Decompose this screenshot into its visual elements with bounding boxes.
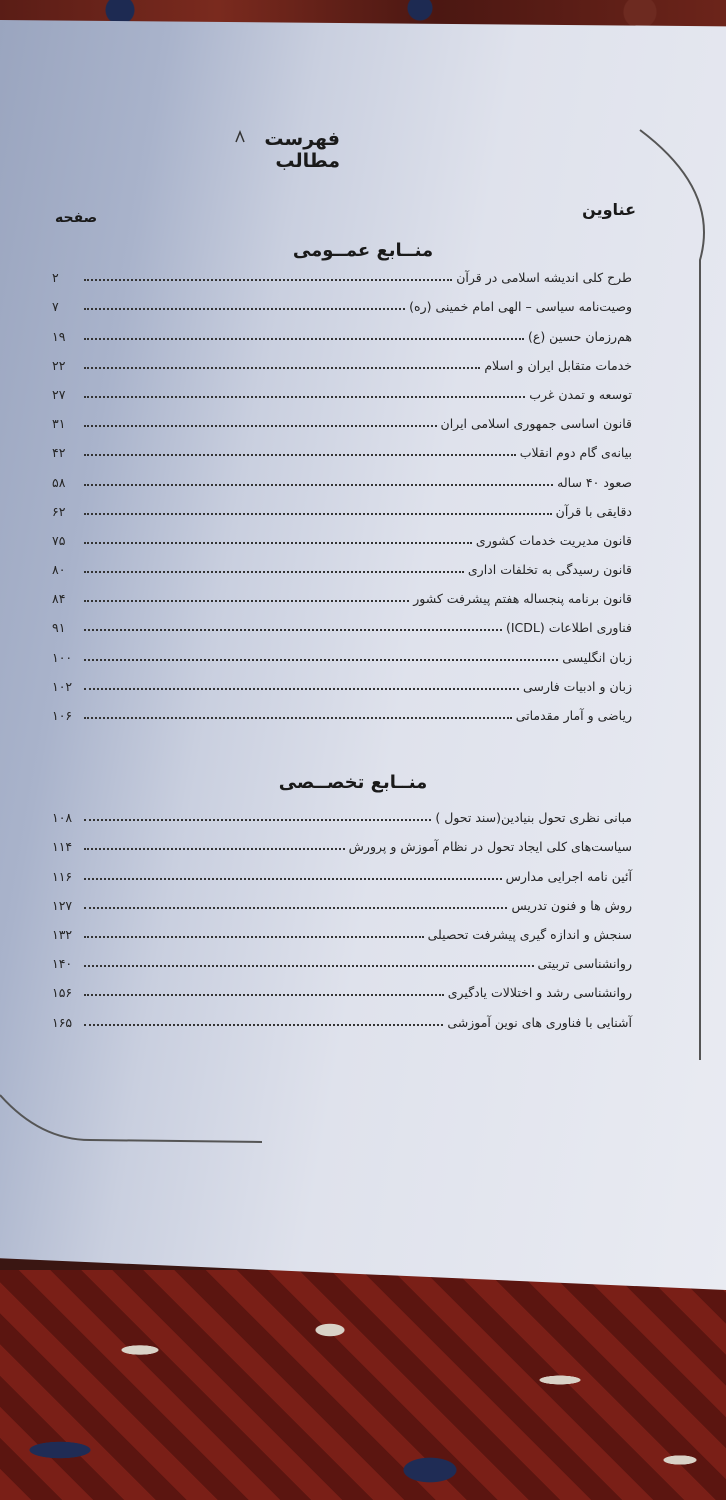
toc-entry-page-number: ۸۰ xyxy=(52,562,66,578)
leader-dots xyxy=(84,278,452,281)
leader-dots xyxy=(84,453,516,456)
toc-entry-page-number: ۳۱ xyxy=(52,416,66,432)
toc-entry xyxy=(52,854,632,883)
toc-entry-page-number: ۷۵ xyxy=(52,532,66,548)
toc-entry-page-number: ۱۹ xyxy=(52,328,66,344)
toc-entry-label: ریاضی و آمار مقدماتی xyxy=(515,708,632,723)
leader-dots xyxy=(84,395,525,398)
toc-entry-page-number: ۲۷ xyxy=(52,386,66,402)
toc-entry-label: طرح کلی اندیشه اسلامی در قرآن xyxy=(456,270,632,286)
toc-entry-label: سنجش و اندازه گیری پیشرفت تحصیلی xyxy=(427,926,632,942)
toc-entry-label: خدمات متقابل ایران و اسلام xyxy=(484,357,632,373)
toc-entry xyxy=(52,490,632,519)
toc-entry xyxy=(52,694,632,723)
toc-entry xyxy=(52,460,632,489)
topics-column-header: عناوین xyxy=(582,200,636,219)
leader-dots xyxy=(84,570,464,573)
leader-dots xyxy=(84,935,424,938)
toc-entry xyxy=(52,519,632,548)
toc-entry-page-number: ۴۲ xyxy=(52,445,66,461)
toc-entry-label: مبانی نظری تحول بنیادین(سند تحول ) xyxy=(435,810,632,826)
toc-entry-page-number: ۲ xyxy=(52,270,59,286)
toc-entry xyxy=(52,942,632,971)
toc-entry xyxy=(52,256,632,285)
toc-entry-page-number: ۶۲ xyxy=(52,503,66,519)
leader-dots xyxy=(84,483,553,486)
toc-entry-label: بیانه‌ی گام دوم انقلاب xyxy=(519,445,632,461)
toc-entry xyxy=(52,373,632,402)
leader-dots xyxy=(84,366,480,369)
toc-entry-label: زبان انگلیسی xyxy=(562,649,632,665)
toc-entry-label: روانشناسی رشد و اختلالات یادگیری xyxy=(447,985,632,1001)
section-title-specialized: منــابع تخصــصی xyxy=(278,772,428,793)
toc-entry-label: آشنایی با فناوری های نوین آموزشی xyxy=(447,1014,632,1030)
leader-dots xyxy=(84,818,431,821)
toc-entry-label: توسعه و تمدن غرب xyxy=(529,386,632,402)
toc-entry-page-number: ۱۲۷ xyxy=(52,897,73,913)
toc-entry xyxy=(52,431,632,460)
leader-dots xyxy=(84,337,524,340)
toc-entry xyxy=(52,577,632,606)
toc-entry xyxy=(52,825,632,854)
leader-dots xyxy=(84,307,405,310)
toc-entry-label: زبان و ادبیات فارسی xyxy=(522,678,632,694)
toc-entry-page-number: ۱۱۶ xyxy=(52,868,73,884)
leader-dots xyxy=(84,628,502,631)
toc-entry-page-number: ۱۰۶ xyxy=(52,708,73,723)
toc-entry-page-number: ۱۶۵ xyxy=(52,1014,73,1030)
section-title-general: منــابع عمــومی xyxy=(292,240,434,261)
toc-entry xyxy=(52,635,632,664)
leader-dots xyxy=(84,716,512,719)
toc-entry-page-number: ۱۵۶ xyxy=(52,985,73,1001)
toc-entry-page-number: ۱۰۸ xyxy=(52,810,73,826)
toc-entry xyxy=(52,796,632,825)
page-column-header: صفحه xyxy=(55,210,98,226)
toc-entry-label: قانون اساسی جمهوری اسلامی ایران xyxy=(440,416,632,432)
toc-entry-label: قانون رسیدگی به تخلفات اداری xyxy=(467,562,632,578)
toc-entry-label: آئین نامه اجرایی مدارس xyxy=(505,868,632,884)
leader-dots xyxy=(84,906,507,909)
toc-entry-page-number: ۲۲ xyxy=(52,357,66,373)
toc-entry xyxy=(52,971,632,1000)
toc-entry xyxy=(52,344,632,373)
toc-general xyxy=(52,256,632,723)
toc-entry-label: هم‌رزمان حسین (ع) xyxy=(528,328,632,344)
toc-entry-page-number: ۱۳۲ xyxy=(52,926,73,942)
toc-entry xyxy=(52,402,632,431)
toc-entry-page-number: ۷ xyxy=(52,299,59,315)
toc-entry-label: فناوری اطلاعات (ICDL) xyxy=(505,620,632,636)
toc-entry-page-number: ۹۱ xyxy=(52,620,66,636)
page-title: فهرست مطالب xyxy=(264,128,340,172)
carpet-background-bottom xyxy=(0,1270,726,1500)
leader-dots xyxy=(84,1023,443,1026)
toc-entry xyxy=(52,884,632,913)
leader-dots xyxy=(84,599,409,602)
toc-entry-page-number: ۱۴۰ xyxy=(52,956,73,972)
toc-entry xyxy=(52,548,632,577)
toc-entry-page-number: ۸۴ xyxy=(52,591,66,607)
leader-dots xyxy=(84,687,519,690)
leader-dots xyxy=(84,847,345,850)
toc-entry-label: قانون مدیریت خدمات کشوری xyxy=(475,532,632,548)
leader-dots xyxy=(84,993,444,996)
toc-entry-page-number: ۱۰۰ xyxy=(52,649,73,665)
leader-dots xyxy=(84,877,502,880)
toc-specialized xyxy=(52,796,632,1030)
toc-entry-label: روش ها و فنون تدریس xyxy=(511,897,632,913)
toc-entry xyxy=(52,913,632,942)
toc-entry-label: دقایقی با قرآن xyxy=(555,503,632,519)
leader-dots xyxy=(84,658,558,661)
toc-entry-label: قانون برنامه پنجساله هفتم پیشرفت کشور xyxy=(413,591,632,607)
toc-entry-page-number: ۱۱۴ xyxy=(52,839,73,855)
leader-dots xyxy=(84,964,534,967)
toc-entry-page-number: ۵۸ xyxy=(52,474,66,490)
toc-entry xyxy=(52,314,632,343)
leader-dots xyxy=(84,424,437,427)
toc-entry xyxy=(52,285,632,314)
toc-entry-label: صعود ۴۰ ساله xyxy=(557,474,632,490)
toc-entry-label: سیاست‌های کلی ایجاد تحول در نظام آموزش و پرورش xyxy=(348,839,632,855)
leader-dots xyxy=(84,512,552,515)
toc-entry xyxy=(52,606,632,635)
leader-dots xyxy=(84,541,472,544)
toc-entry-page-number: ۱۰۲ xyxy=(52,678,73,694)
toc-entry-label: وصیت‌نامه سیاسی – الهی امام خمینی (ره) xyxy=(409,299,632,315)
toc-entry xyxy=(52,665,632,694)
toc-entry-label: روانشناسی تربیتی xyxy=(537,956,632,972)
toc-entry xyxy=(52,1000,632,1029)
